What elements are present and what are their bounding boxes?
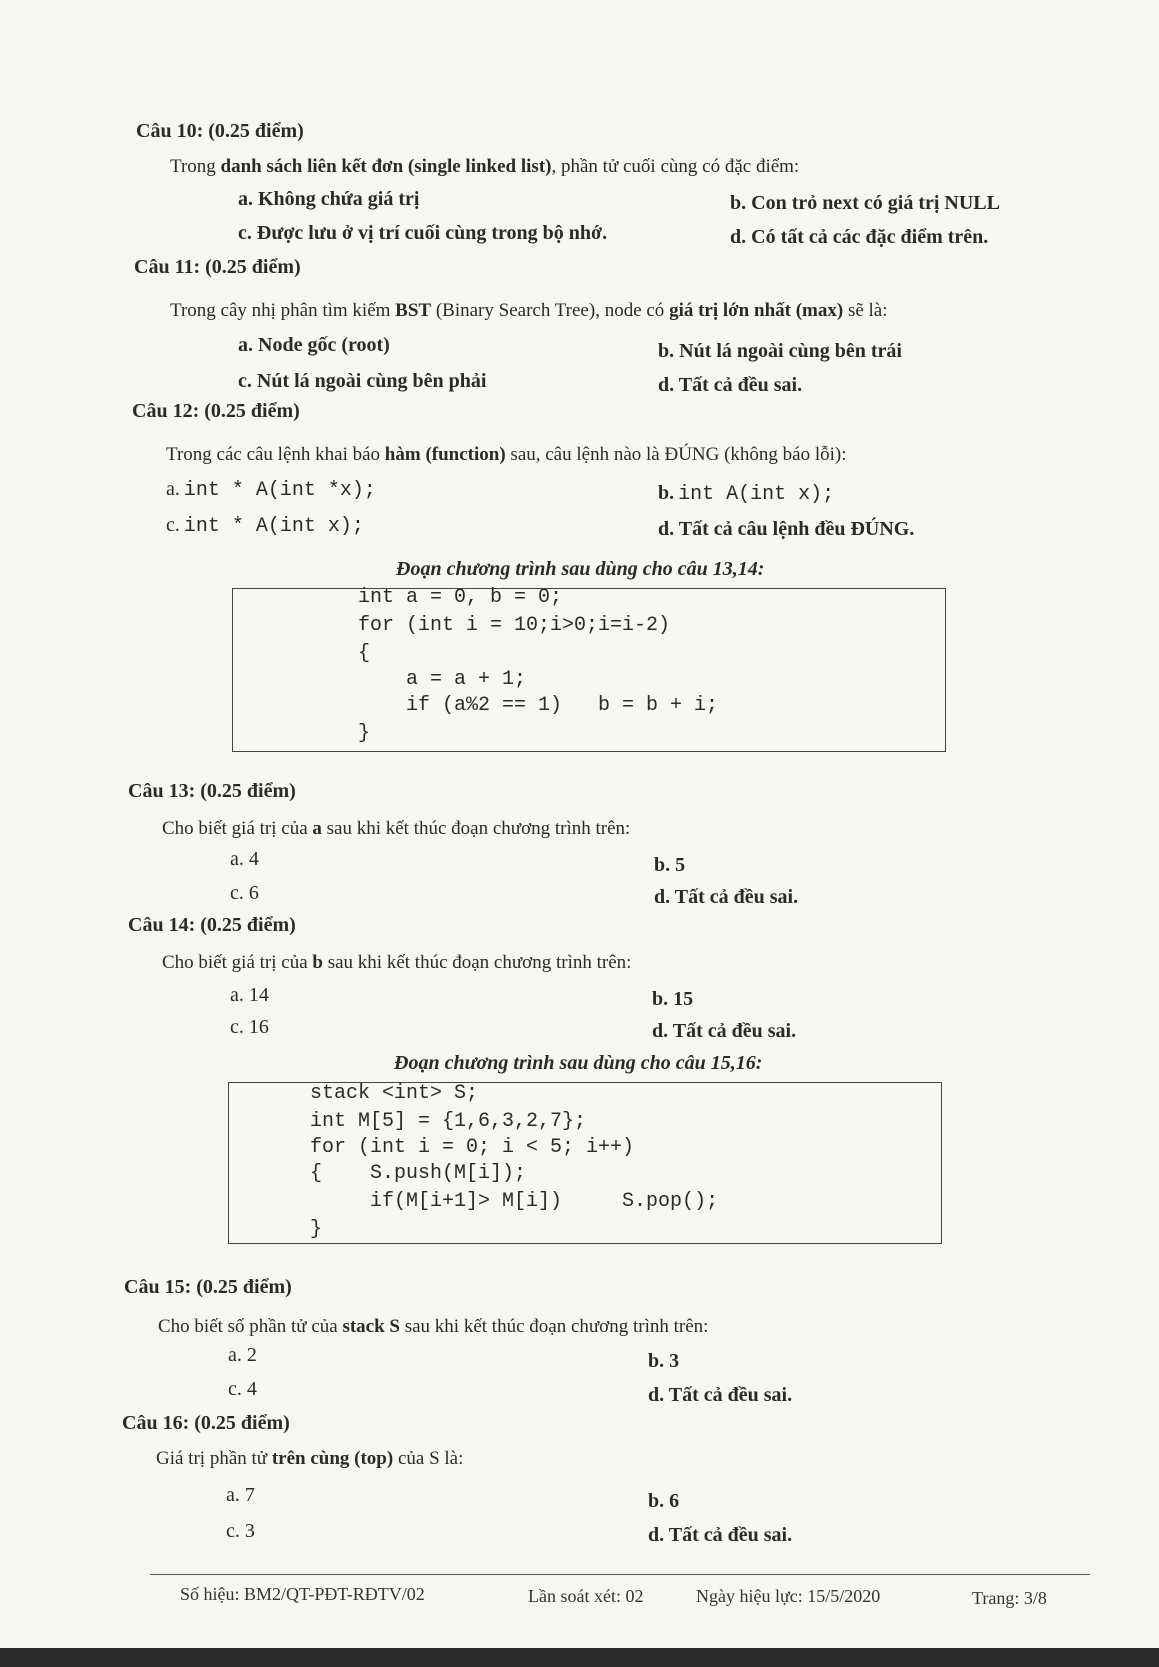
footer-rule xyxy=(150,1574,1090,1575)
code-line: int a = 0, b = 0; xyxy=(358,586,563,609)
question-14-option-b: b. 15 xyxy=(652,988,694,1010)
question-13-stem: Cho biết giá trị của a sau khi kết thúc đoạn chương trình trên: xyxy=(162,818,631,839)
question-15-option-a: a. 2 xyxy=(228,1344,257,1366)
question-15-option-b: b. 3 xyxy=(648,1350,680,1372)
question-11-header: Câu 11: (0.25 điểm) xyxy=(134,256,301,278)
code-caption-15-16: Đoạn chương trình sau dùng cho câu 15,16: xyxy=(394,1052,763,1074)
question-11-option-b: b. Nút lá ngoài cùng bên trái xyxy=(658,340,902,362)
code-line: a = a + 1; xyxy=(358,668,527,691)
question-15-header: Câu 15: (0.25 điểm) xyxy=(124,1276,292,1298)
question-12-option-d: d. Tất cả câu lệnh đều ĐÚNG. xyxy=(658,518,915,540)
question-10-option-a: a. Không chứa giá trị xyxy=(238,188,420,210)
question-16-option-d: d. Tất cả đều sai. xyxy=(648,1524,793,1546)
question-11-option-a: a. Node gốc (root) xyxy=(238,334,390,356)
question-12-header: Câu 12: (0.25 điểm) xyxy=(132,400,300,422)
question-10-header: Câu 10: (0.25 điểm) xyxy=(136,120,304,142)
question-15-stem: Cho biết số phần tử của stack S sau khi kết thúc đoạn chương trình trên: xyxy=(158,1316,709,1337)
question-10-option-d: d. Có tất cả các đặc điểm trên. xyxy=(730,226,989,248)
question-11-stem: Trong cây nhị phân tìm kiếm BST (Binary Search Tree), node có giá trị lớn nhất (max) sẽ là: xyxy=(170,300,888,321)
question-13-option-b: b. 5 xyxy=(654,854,686,876)
footer-doc-code: Số hiệu: BM2/QT-PĐT-RĐTV/02 xyxy=(180,1584,425,1604)
code-box-13-14 xyxy=(232,588,946,752)
question-16-option-b: b. 6 xyxy=(648,1490,680,1512)
question-13-header: Câu 13: (0.25 điểm) xyxy=(128,780,296,802)
code-line: } xyxy=(358,722,371,745)
code-line: for (int i = 0; i < 5; i++) xyxy=(310,1136,635,1159)
question-13-option-d: d. Tất cả đều sai. xyxy=(654,886,799,908)
question-16-option-c: c. 3 xyxy=(226,1520,255,1542)
question-11-option-d: d. Tất cả đều sai. xyxy=(658,374,803,396)
question-14-header: Câu 14: (0.25 điểm) xyxy=(128,914,296,936)
question-10-option-c: c. Được lưu ở vị trí cuối cùng trong bộ nhớ. xyxy=(238,222,608,244)
question-16-option-a: a. 7 xyxy=(226,1484,255,1506)
code-line: int M[5] = {1,6,3,2,7}; xyxy=(310,1110,587,1133)
question-14-stem: Cho biết giá trị của b sau khi kết thúc đoạn chương trình trên: xyxy=(162,952,632,973)
code-line: for (int i = 10;i>0;i=i-2) xyxy=(358,614,671,637)
question-10-option-b: b. Con trỏ next có giá trị NULL xyxy=(730,192,1000,214)
scan-bottom-edge xyxy=(0,1648,1159,1667)
question-14-option-d: d. Tất cả đều sai. xyxy=(652,1020,797,1042)
question-10-stem: Trong danh sách liên kết đơn (single linked list), phần tử cuối cùng có đặc điểm: xyxy=(170,156,800,177)
question-11-option-c: c. Nút lá ngoài cùng bên phải xyxy=(238,370,487,392)
footer-page-number: Trang: 3/8 xyxy=(972,1588,1047,1608)
question-14-option-a: a. 14 xyxy=(230,984,269,1006)
question-12-option-c: c. int * A(int x); xyxy=(166,514,364,538)
question-14-option-c: c. 16 xyxy=(230,1016,269,1038)
code-line: if (a%2 == 1) b = b + i; xyxy=(358,694,719,717)
code-line: { xyxy=(358,642,371,665)
code-line: if(M[i+1]> M[i]) S.pop(); xyxy=(310,1190,719,1213)
question-15-option-d: d. Tất cả đều sai. xyxy=(648,1384,793,1406)
code-line: } xyxy=(310,1218,323,1241)
question-12-option-a: a. int * A(int *x); xyxy=(166,478,376,502)
question-16-stem: Giá trị phần tử trên cùng (top) của S là: xyxy=(156,1448,464,1469)
question-16-header: Câu 16: (0.25 điểm) xyxy=(122,1412,290,1434)
question-12-option-b: b. int A(int x); xyxy=(658,482,835,506)
footer-effective-date: Ngày hiệu lực: 15/5/2020 xyxy=(696,1586,881,1606)
question-13-option-c: c. 6 xyxy=(230,882,259,904)
code-caption-13-14: Đoạn chương trình sau dùng cho câu 13,14: xyxy=(396,558,765,580)
question-13-option-a: a. 4 xyxy=(230,848,259,870)
footer-revision: Lần soát xét: 02 xyxy=(528,1586,644,1606)
code-line: { S.push(M[i]); xyxy=(310,1162,527,1185)
code-line: stack <int> S; xyxy=(310,1082,479,1105)
question-12-stem: Trong các câu lệnh khai báo hàm (function) sau, câu lệnh nào là ĐÚNG (không báo lỗi): xyxy=(166,444,847,465)
question-15-option-c: c. 4 xyxy=(228,1378,257,1400)
